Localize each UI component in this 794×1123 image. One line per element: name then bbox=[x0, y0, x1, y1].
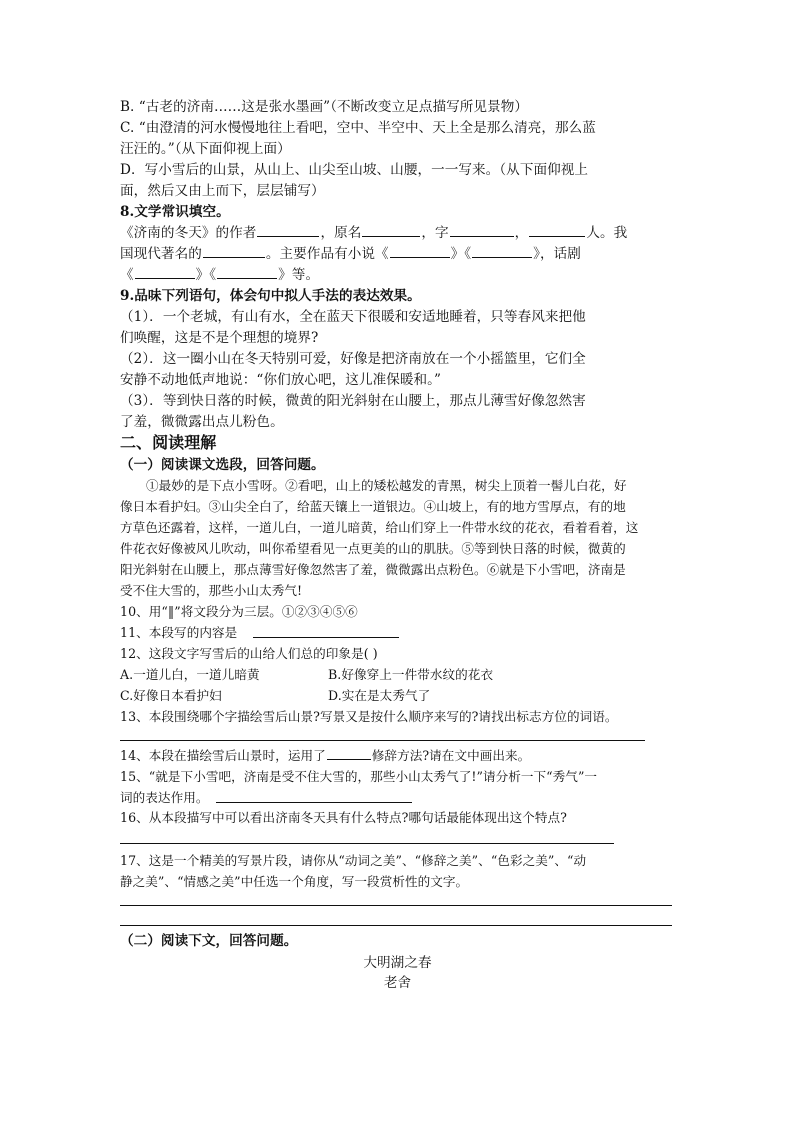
q9-sentence-2: （2）．这一圈小山在冬天特别可爱，好像是把济南放在一个小摇篮里，它们全 bbox=[120, 351, 586, 367]
q9-sentence-3-cont: 了羞，微微露出点儿粉色。 bbox=[120, 414, 284, 430]
q14-blank[interactable] bbox=[327, 747, 371, 760]
q9-sentence-2-cont: 安静不动地低声地说：“你们放心吧，这儿准保暖和。” bbox=[120, 372, 442, 388]
q8-text-open: 《 bbox=[120, 267, 134, 283]
q17-answer-line-2[interactable] bbox=[120, 925, 672, 926]
passage-line-5: 阳光斜射在山腰上，那点薄雪好像忽然害了羞，微微露出点粉色。⑥就是下小雪吧，济南是 bbox=[120, 562, 626, 577]
q17-answer-line-1[interactable] bbox=[120, 905, 672, 906]
q9-sentence-3: （3）．等到快日落的时候，微黄的阳光斜射在山腰上，那点儿薄雪好像忽然害 bbox=[120, 393, 586, 409]
q15-cont bbox=[120, 788, 209, 808]
q8-text-modern: 国现代著名的 bbox=[120, 246, 202, 262]
q9-title: 9.品味下列语句，体会句中拟人手法的表达效果。 bbox=[120, 288, 421, 304]
q8-blank-hometown[interactable] bbox=[529, 223, 585, 237]
q8-line-1 bbox=[120, 223, 627, 243]
article-author: 老舍 bbox=[383, 975, 412, 991]
q8-text-end: 》等。 bbox=[278, 267, 320, 283]
q8-blank-drama-1[interactable] bbox=[135, 265, 195, 279]
q13: 13、本段围绕哪个字描绘雪后山景?写景又是按什么顺序来写的?请找出标志方位的词语。 bbox=[120, 709, 618, 724]
q7-option-c-cont: 汪汪的。”（从下面仰视上面） bbox=[120, 141, 291, 157]
section-2-heading: 二、阅读理解 bbox=[120, 433, 217, 452]
q9-sentence-1: （1）．一个老城，有山有水，全在蓝天下很暖和安适地睡着，只等春风来把他 bbox=[120, 309, 586, 325]
q8-text-ren: 人。我 bbox=[586, 225, 628, 241]
q10: 10、用“‖”将文段分为三层。①②③④⑤⑥ bbox=[120, 604, 358, 619]
q8-blank-author[interactable] bbox=[257, 223, 319, 237]
q7-option-c: C. “由澄清的河水慢慢地往上看吧，空中、半空中、天上全是那么清亮，那么蓝 bbox=[120, 120, 596, 136]
q12-option-a: A.一道儿白，一道儿暗黄 bbox=[120, 667, 260, 682]
q7-option-b: B. “古老的济南……这是张水墨画”（不断改变立足点描写所见景物） bbox=[120, 99, 529, 115]
q8-blank-real-name[interactable] bbox=[362, 223, 420, 237]
q8-line-3 bbox=[120, 265, 319, 285]
q11-answer-line[interactable] bbox=[253, 637, 399, 638]
part-2-heading: （二）阅读下文，回答问题。 bbox=[120, 933, 298, 949]
article-title: 大明湖之春 bbox=[363, 955, 432, 971]
q8-text-sep-2: 》《 bbox=[195, 267, 217, 283]
q14-text-a: 14、本段在描绘雪后山景时，运用了 bbox=[120, 748, 326, 763]
q8-text-zi: ，字 bbox=[421, 225, 449, 241]
q13-answer-line[interactable] bbox=[120, 740, 645, 741]
q14-text-b: 修辞方法?请在文中画出来。 bbox=[371, 748, 531, 763]
q8-blank-drama-2[interactable] bbox=[217, 265, 277, 279]
q8-text-author: 《济南的冬天》的作者 bbox=[120, 225, 257, 241]
q8-text-sep-1: 》《 bbox=[450, 246, 472, 262]
q7-option-d-cont: 面，然后又由上而下，层层铺写） bbox=[120, 183, 325, 199]
q12-option-b: B.好像穿上一件带水纹的花衣 bbox=[328, 667, 494, 682]
part-1-heading: （一）阅读课文选段，回答问题。 bbox=[120, 457, 325, 473]
q15: 15、“就是下小雪吧，济南是受不住大雪的，那些小山太秀气了!”请分析一下“秀气”一 bbox=[120, 769, 598, 784]
q8-blank-identity[interactable] bbox=[203, 244, 265, 258]
q12-option-c: C.好像日本看护妇 bbox=[120, 688, 222, 703]
q8-title: 8.文学常识填空。 bbox=[120, 204, 230, 220]
q8-line-2 bbox=[120, 244, 581, 264]
q8-text-works: 。主要作品有小说《 bbox=[265, 246, 389, 262]
passage-line-1: ①最妙的是下点小雪呀。②看吧，山上的矮松越发的青黑，树尖上顶着一髻儿白花，好 bbox=[146, 478, 627, 493]
q7-option-d: D．写小雪后的山景，从山上、山尖至山坡、山腰，一一写来。（从下面仰视上 bbox=[120, 162, 589, 178]
passage-line-3: 方草色还露着，这样，一道儿白，一道儿暗黄，给山们穿上一件带水纹的花衣，看着看着，这 bbox=[120, 520, 639, 535]
q8-text-name: ，原名 bbox=[320, 225, 362, 241]
q12-option-d: D.实在是太秀气了 bbox=[328, 688, 431, 703]
q16: 16、从本段描写中可以看出济南冬天具有什么特点?哪句话最能体现出这个特点? bbox=[120, 810, 567, 825]
q16-answer-line[interactable] bbox=[120, 843, 614, 844]
q15-answer-line[interactable] bbox=[216, 802, 412, 803]
q17-cont: 静之美”、“情感之美”中任选一个角度，写一段赏析性的文字。 bbox=[120, 874, 469, 889]
q9-sentence-1-cont: 们唤醒，这是不是个理想的境界? bbox=[120, 330, 319, 346]
q15-text-b: 词的表达作用。 bbox=[120, 790, 209, 805]
passage-line-6: 受不住大雪的，那些小山太秀气! bbox=[120, 583, 303, 598]
q8-text-comma: ， bbox=[514, 225, 529, 241]
q17: 17、这是一个精美的写景片段，请你从“动词之美”、“修辞之美”、“色彩之美”、“动 bbox=[120, 853, 587, 868]
q11-text: 11、本段写的内容是 bbox=[120, 625, 238, 640]
passage-line-4: 件花衣好像被风儿吹动，叫你希望看见一点更美的山的肌肤。⑤等到快日落的时候，微黄的 bbox=[120, 541, 626, 556]
q12: 12、这段文字写雪后的山给人们总的印象是( ) bbox=[120, 646, 378, 661]
passage-line-2: 像日本看护妇。③山尖全白了，给蓝天镶上一道银边。④山坡上，有的地方雪厚点，有的地 bbox=[120, 499, 626, 514]
q14 bbox=[120, 746, 530, 766]
q8-text-drama: 》，话剧 bbox=[533, 246, 581, 262]
q8-blank-novel-1[interactable] bbox=[390, 244, 450, 258]
q8-blank-courtesy-name[interactable] bbox=[450, 223, 514, 237]
q11 bbox=[120, 623, 237, 643]
q8-blank-novel-2[interactable] bbox=[472, 244, 532, 258]
